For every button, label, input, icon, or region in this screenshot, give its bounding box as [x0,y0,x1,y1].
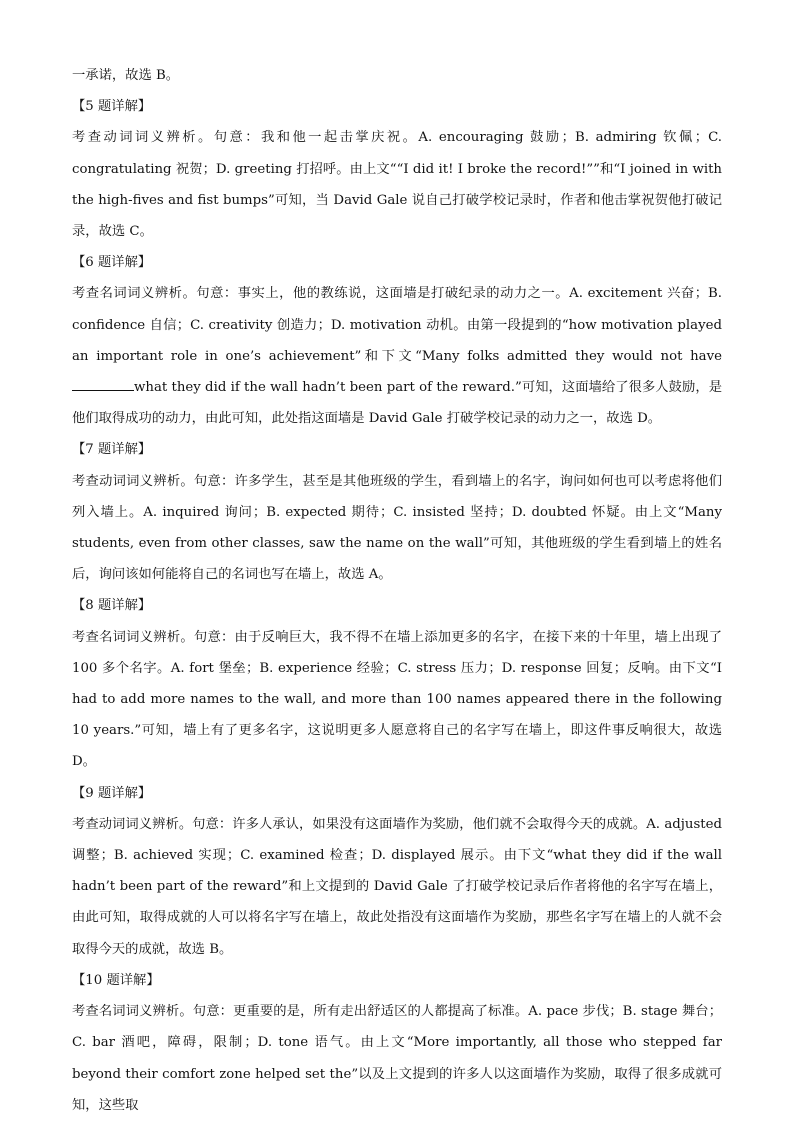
question-8-heading: 【8 题详解】 [72,598,152,614]
question-6-heading: 【6 题详解】 [72,255,152,271]
question-9-heading: 【9 题详解】 [72,785,152,801]
question-6-text-after-blank: what they did if the wall hadn’t been part of the reward.”可知，这面墙给了很多人鼓励，是他们取得成功的动力，由此可知，此处指这面墙是 David Gale 打破学校记录的动力之一，故选 D。 [72,380,722,427]
question-5-heading: 【5 题详解】 [72,99,152,115]
question-6-text-before-blank: 考查名词词义辨析。句意：事实上，他的教练说，这面墙是打破纪录的动力之一。A. excitement 兴奋；B. confidence 自信；C. creativity 创造力；D. motivation 动机。由第一段提到的“how motivation played an important role in one’s achievement”和下文“Many folks admitted they would not have [72,286,722,364]
question-7-heading: 【7 题详解】 [72,442,152,458]
answer-blank [72,378,134,391]
question-9-explanation: 考查动词词义辨析。句意：许多人承认，如果没有这面墙作为奖励，他们就不会取得今天的成就。A. adjusted 调整；B. achieved 实现；C. examined 检查；D. displayed 展示。由下文“what they did if the wall hadn’t been part of the reward”和上文提到的 David Gale 了打破学校记录后作者将他的名字写在墙上，由此可知，取得成就的人可以将名字写在墙上，故此处指没有这面墙作为奖励，那些名字写在墙上的人就不会取得今天的成就，故选 B。 [72,816,722,957]
document-page [72,60,722,1121]
question-10-heading: 【10 题详解】 [72,972,160,988]
question-5-explanation: 考查动词词义辨析。句意：我和他一起击掌庆祝。A. encouraging 鼓励；B. admiring 钦佩；C. congratulating 祝贺；D. greeting 打招呼。由上文““I did it! I broke the record!””和“I joined in with the high-fives and fist bumps”可知，当 David Gale 说自己打破学校记录时，作者和他击掌祝贺他打破记录，故选 C。 [72,130,722,240]
question-6-explanation [72,278,722,434]
paragraph-continuation: 一承诺，故选 B。 [72,68,180,83]
question-8-explanation: 考查名词词义辨析。句意：由于反响巨大，我不得不在墙上添加更多的名字，在接下来的十年里，墙上出现了 100 多个名字。A. fort 堡垒；B. experience 经验；C. stress 压力；D. response 回复；反响。由下文“I had to add more names to the wall, and more than 100 names appeared there in the following 10 years.”可知，墙上有了更多名字，这说明更多人愿意将自己的名字写在墙上，即这件事反响很大，故选 D。 [72,629,722,770]
question-10-explanation: 考查名词词义辨析。句意：更重要的是，所有走出舒适区的人都提高了标准。A. pace 步伐；B. stage 舞台；C. bar 酒吧，障碍，限制；D. tone 语气。由上文“More importantly, all those who stepped far beyond their comfort zone helped set the”以及上文提到的许多人以这面墙作为奖励，取得了很多成就可知，这些取 [72,1004,722,1113]
question-7-explanation: 考查动词词义辨析。句意：许多学生，甚至是其他班级的学生，看到墙上的名字，询问如何也可以考虑将他们列入墙上。A. inquired 询问；B. expected 期待；C. insisted 坚持；D. doubted 怀疑。由上文“Many students, even from other classes, saw the name on the wall”可知，其他班级的学生看到墙上的姓名后，询问该如何能将自己的名词也写在墙上，故选 A。 [72,473,722,583]
